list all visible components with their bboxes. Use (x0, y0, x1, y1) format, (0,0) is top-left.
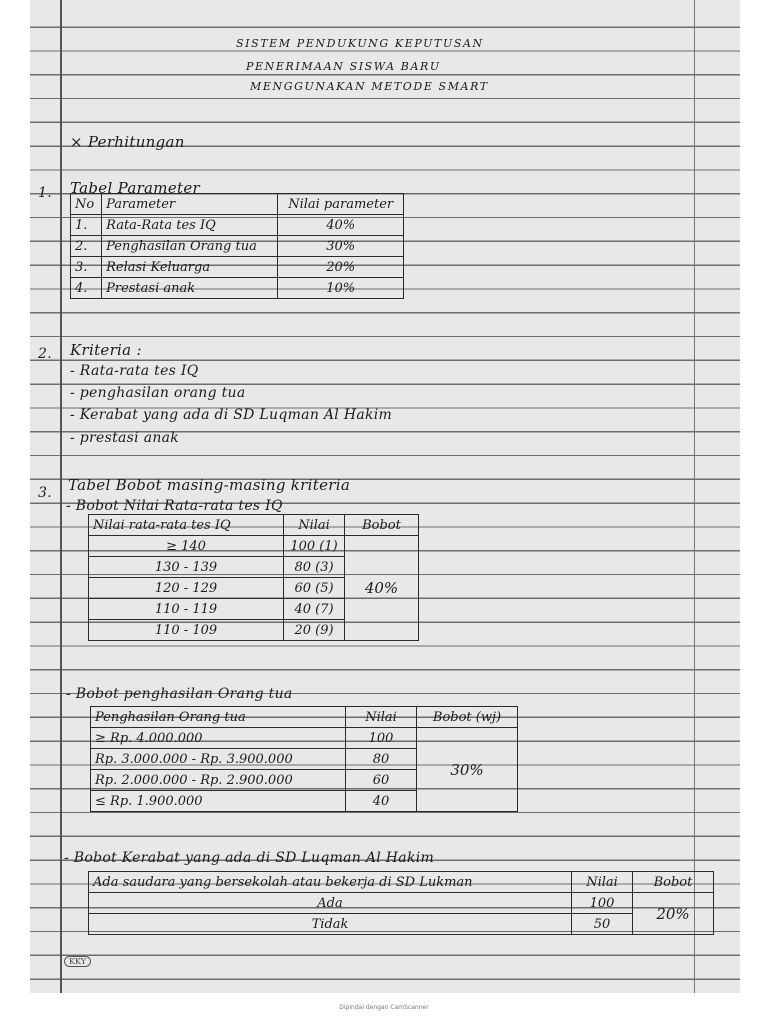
right-margin-line (694, 0, 695, 993)
table-header-bobot: Bobot (633, 872, 714, 893)
iq-nilai: 20 (9) (284, 620, 345, 641)
relatives-option: Tidak (89, 914, 572, 935)
parameter-table (70, 193, 404, 299)
income-bobot: 30% (417, 728, 518, 812)
table-header-no: No (71, 194, 102, 215)
table-header-parameter: Parameter (102, 194, 278, 215)
table-row (89, 914, 714, 935)
relatives-nilai: 50 (572, 914, 633, 935)
section-1-number: 1. (38, 185, 52, 201)
subtitle-relatives: - Bobot Kerabat yang ada di SD Luqman Al Hakim (64, 850, 435, 866)
income-range: ≤ Rp. 1.900.000 (91, 791, 346, 812)
income-nilai: 60 (346, 770, 417, 791)
criteria-item: - Rata-rata tes IQ (70, 363, 199, 379)
table-header-nilai: Nilai (284, 515, 345, 536)
table-header-iq: Nilai rata-rata tes IQ (89, 515, 284, 536)
section-2-number: 2. (38, 346, 52, 362)
relatives-nilai: 100 (572, 893, 633, 914)
iq-nilai: 40 (7) (284, 599, 345, 620)
income-range: Rp. 2.000.000 - Rp. 2.900.000 (91, 770, 346, 791)
table-header-nilai-parameter: Nilai parameter (278, 194, 404, 215)
row-parameter: Rata-Rata tes IQ (102, 215, 278, 236)
iq-range: 130 - 139 (89, 557, 284, 578)
table-row (71, 257, 404, 278)
income-nilai: 80 (346, 749, 417, 770)
table-row (89, 872, 714, 893)
row-value: 20% (278, 257, 404, 278)
table-row (91, 728, 518, 749)
iq-weight-table (88, 514, 419, 641)
table-header-bobot: Bobot (345, 515, 419, 536)
criteria-item: - Kerabat yang ada di SD Luqman Al Hakim (70, 407, 393, 423)
table-row (71, 278, 404, 299)
criteria-item: - penghasilan orang tua (70, 385, 246, 401)
table-header-nilai: Nilai (346, 707, 417, 728)
table-row (71, 215, 404, 236)
iq-range: 110 - 109 (89, 620, 284, 641)
section-1-title: Tabel Parameter (70, 179, 200, 197)
row-value: 40% (278, 215, 404, 236)
table-header-bobot: Bobot (wj) (417, 707, 518, 728)
table-row (89, 536, 419, 557)
row-parameter: Penghasilan Orang tua (102, 236, 278, 257)
iq-bobot: 40% (345, 536, 419, 641)
income-range: Rp. 3.000.000 - Rp. 3.900.000 (91, 749, 346, 770)
table-row (89, 893, 714, 914)
left-margin-line (60, 0, 62, 993)
row-parameter: Prestasi anak (102, 278, 278, 299)
row-no: 3. (71, 257, 102, 278)
scanner-footer: Dipindai dengan CamScanner (339, 1004, 429, 1011)
section-3-title: Tabel Bobot masing-masing kriteria (68, 476, 351, 494)
table-row (91, 707, 518, 728)
kky-stamp: KKY (64, 956, 91, 967)
income-nilai: 40 (346, 791, 417, 812)
section-2-title: Kriteria : (70, 341, 142, 359)
criteria-item: - prestasi anak (70, 430, 180, 446)
header-line-2: PENERIMAAN SISWA BARU (246, 60, 441, 73)
row-no: 2. (71, 236, 102, 257)
row-parameter: Relasi Keluarga (102, 257, 278, 278)
iq-nilai: 80 (3) (284, 557, 345, 578)
relatives-option: Ada (89, 893, 572, 914)
iq-nilai: 60 (5) (284, 578, 345, 599)
header-line-3: MENGGUNAKAN METODE SMART (250, 80, 489, 93)
table-header-relatives: Ada saudara yang bersekolah atau bekerja di SD Lukman (89, 872, 572, 893)
income-weight-table (90, 706, 518, 812)
notebook-page (30, 0, 740, 993)
relatives-weight-table (88, 871, 714, 935)
table-header-nilai: Nilai (572, 872, 633, 893)
iq-range: ≥ 140 (89, 536, 284, 557)
relatives-bobot: 20% (633, 893, 714, 935)
iq-nilai: 100 (1) (284, 536, 345, 557)
table-row (71, 236, 404, 257)
iq-range: 110 - 119 (89, 599, 284, 620)
section-title: × Perhitungan (70, 133, 185, 151)
row-value: 30% (278, 236, 404, 257)
header-line-1: SISTEM PENDUKUNG KEPUTUSAN (236, 37, 484, 50)
row-no: 4. (71, 278, 102, 299)
subtitle-iq: - Bobot Nilai Rata-rata tes IQ (66, 498, 283, 514)
iq-range: 120 - 129 (89, 578, 284, 599)
table-header-income: Penghasilan Orang tua (91, 707, 346, 728)
table-row (71, 194, 404, 215)
income-nilai: 100 (346, 728, 417, 749)
row-value: 10% (278, 278, 404, 299)
row-no: 1. (71, 215, 102, 236)
section-3-number: 3. (38, 485, 52, 501)
income-range: ≥ Rp. 4.000.000 (91, 728, 346, 749)
table-row (89, 515, 419, 536)
subtitle-income: - Bobot penghasilan Orang tua (66, 686, 293, 702)
